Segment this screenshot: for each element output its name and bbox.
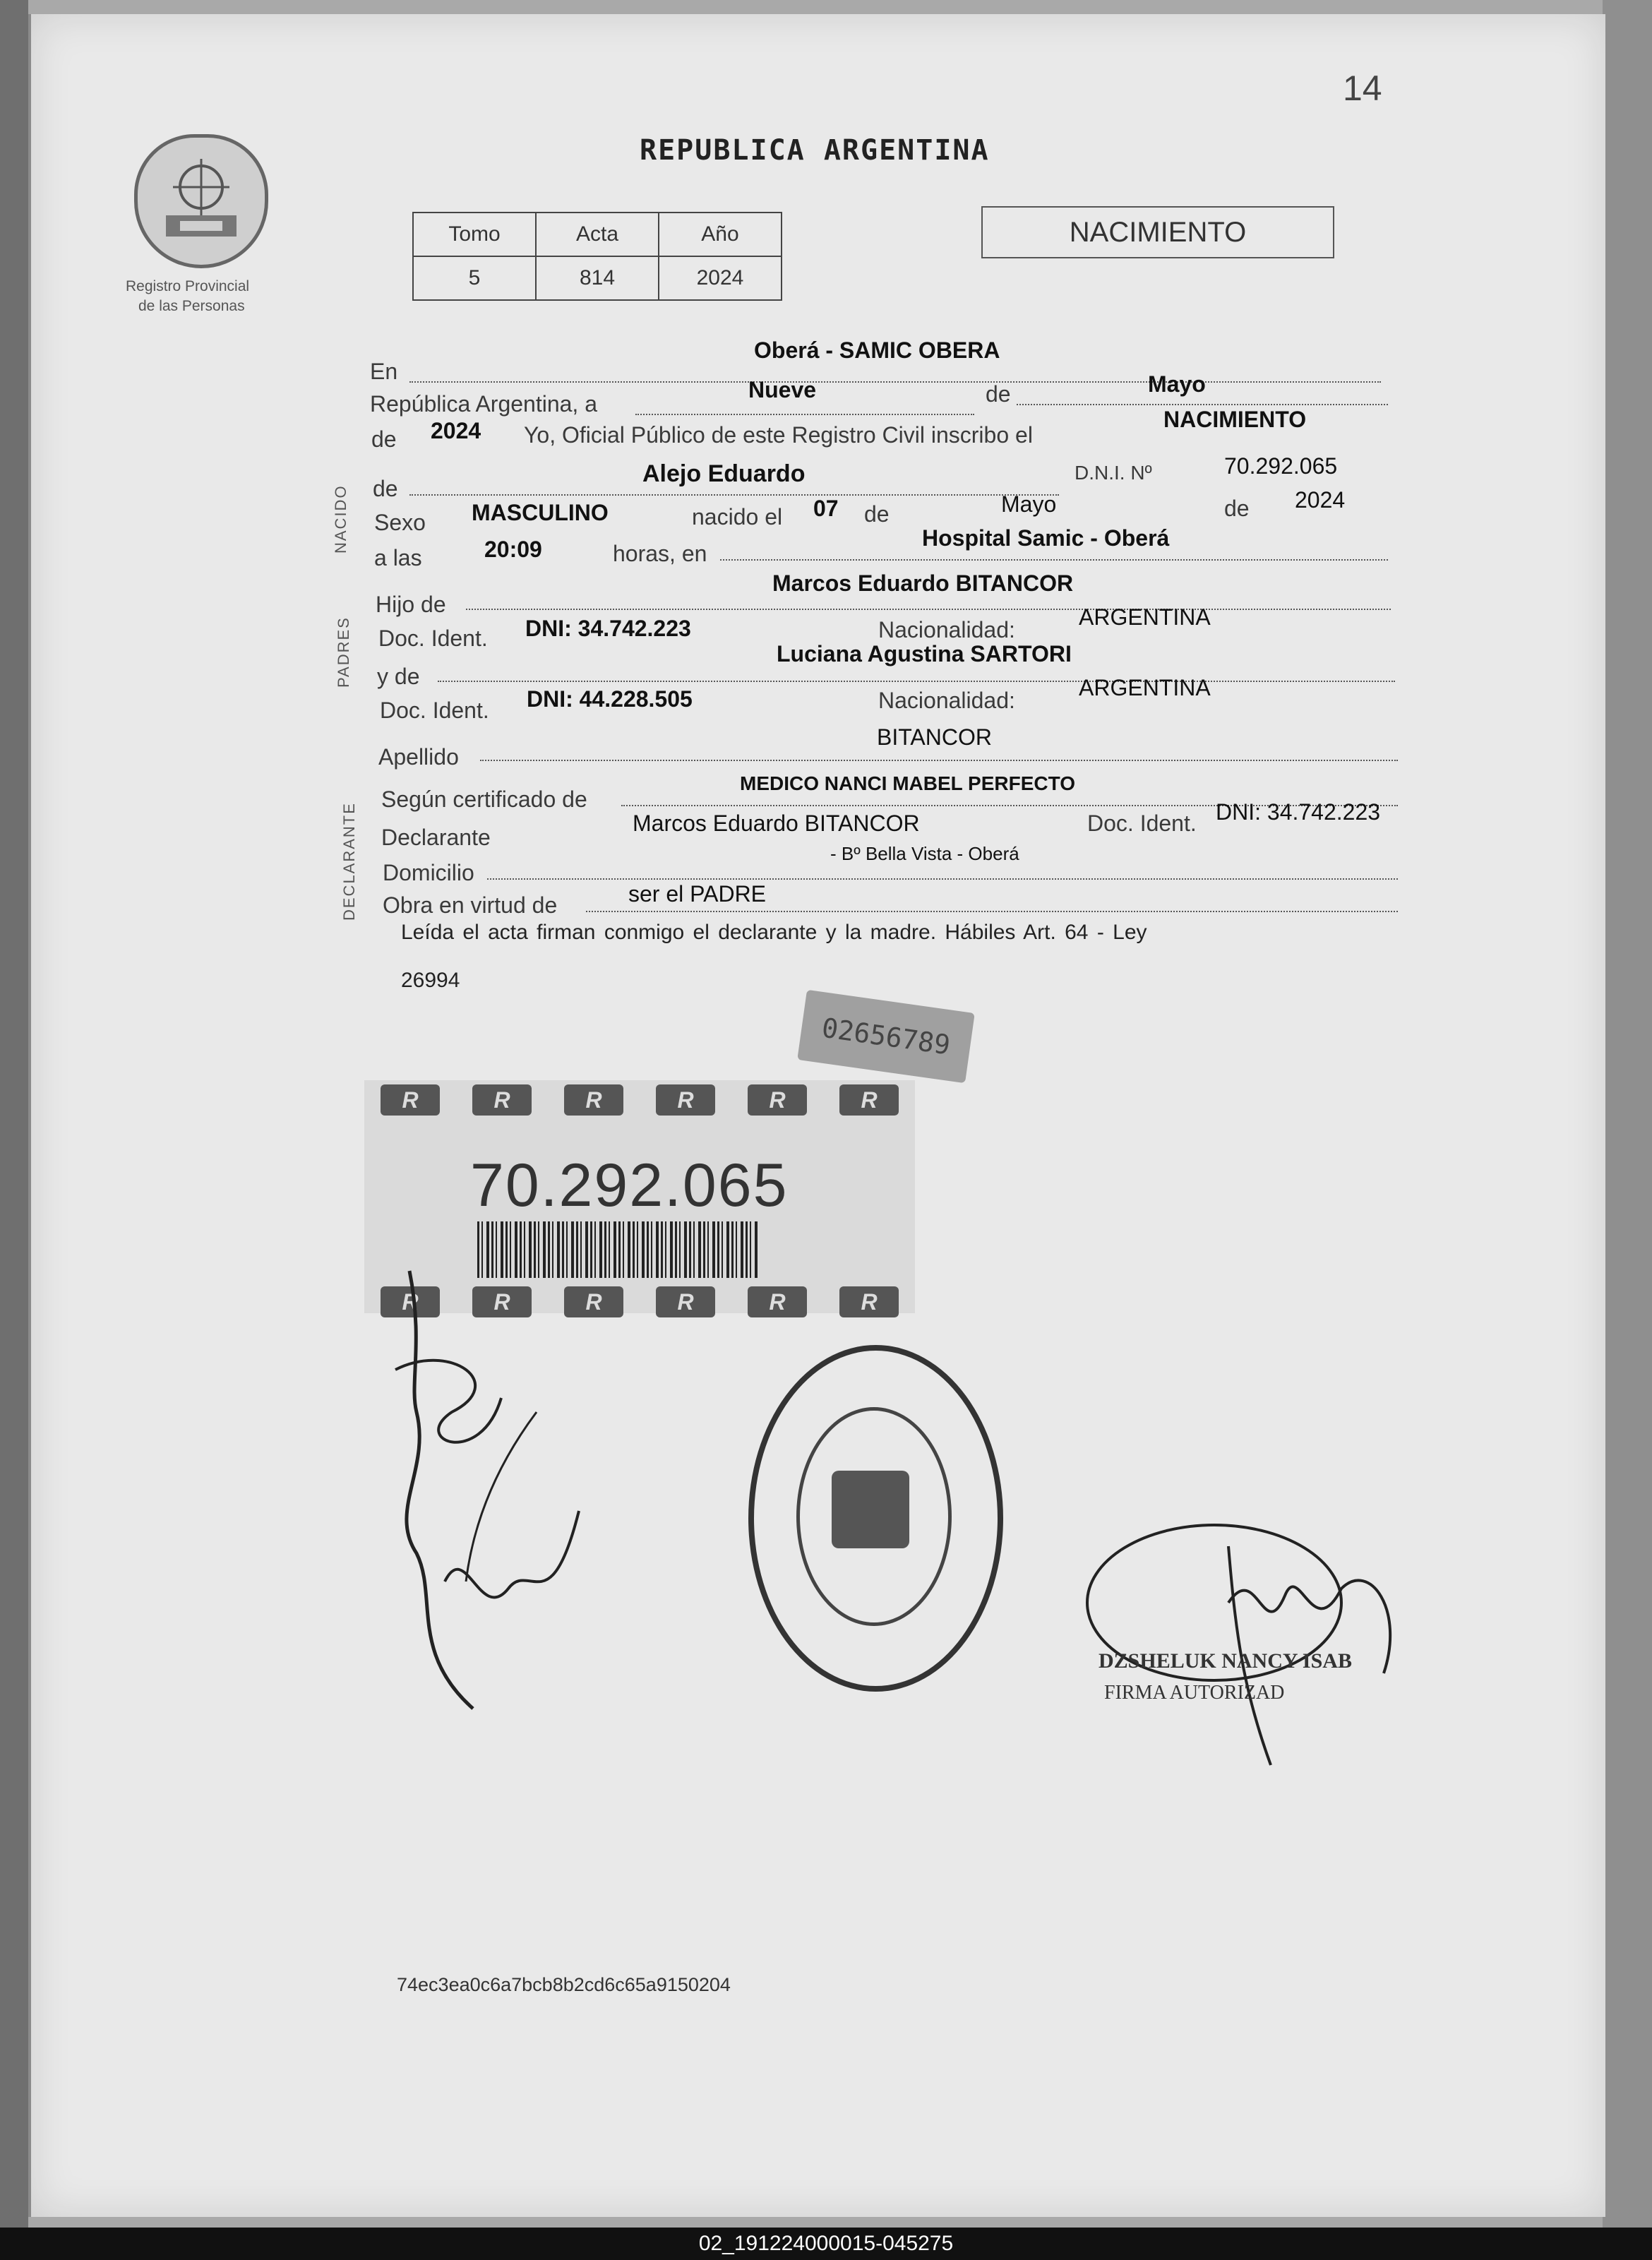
value-mother-nationality: ARGENTINA xyxy=(1079,675,1211,700)
value-birth-place: Hospital Samic - Oberá xyxy=(922,525,1170,551)
line-capacity xyxy=(586,911,1398,912)
label-en: En xyxy=(370,359,398,384)
value-mother-doc: DNI: 44.228.505 xyxy=(527,686,693,712)
label-apellido: Apellido xyxy=(378,744,459,770)
value-capacity: ser el PADRE xyxy=(628,881,767,907)
value-sex: MASCULINO xyxy=(472,500,609,525)
line-name xyxy=(409,494,1059,496)
register-header-tomo: Tomo xyxy=(413,213,536,256)
label-a-las: a las xyxy=(374,545,422,570)
r-logo-icon: R xyxy=(748,1286,807,1317)
signature-caption-name: DZSHELUK NANCY ISAB xyxy=(1099,1649,1352,1673)
line-en xyxy=(409,381,1381,383)
signature-caption-title: FIRMA AUTORIZAD xyxy=(1104,1682,1285,1704)
r-logo-icon: R xyxy=(472,1286,532,1317)
value-address: - Bº Bella Vista - Oberá xyxy=(830,843,1019,864)
label-obra-en-virtud: Obra en virtud de xyxy=(383,892,558,918)
value-father-name: Marcos Eduardo BITANCOR xyxy=(772,570,1074,596)
label-nacionalidad-1: Nacionalidad: xyxy=(878,617,1015,642)
label-oficial: Yo, Oficial Público de este Registro Civil inscribo el xyxy=(524,422,1033,448)
side-label-nacido: NACIDO xyxy=(332,484,349,554)
label-segun-certificado: Según certificado de xyxy=(381,787,587,812)
value-year: 2024 xyxy=(431,418,481,443)
r-logo-icon: R xyxy=(839,1084,899,1116)
value-mother-name: Luciana Agustina SARTORI xyxy=(777,641,1072,666)
value-declarant: Marcos Eduardo BITANCOR xyxy=(633,811,920,836)
label-horas-en: horas, en xyxy=(613,541,707,566)
label-de-name: de xyxy=(373,476,398,501)
footer-id-bar: 02_191224000015-045275 xyxy=(0,2228,1652,2260)
provincial-emblem-icon xyxy=(134,134,268,268)
sticker-dni-number: 70.292.065 xyxy=(470,1152,789,1219)
serial-stamp: 02656789 xyxy=(797,990,975,1083)
label-dni-no: D.N.I. Nº xyxy=(1075,462,1152,484)
label-declarante: Declarante xyxy=(381,825,491,850)
r-logo-icon: R xyxy=(748,1084,807,1116)
side-label-padres: PADRES xyxy=(335,616,352,688)
value-birth-time: 20:09 xyxy=(484,537,542,562)
page-number: 14 xyxy=(1343,68,1382,108)
r-logo-icon: R xyxy=(472,1084,532,1116)
side-label-declarante: DECLARANTE xyxy=(340,802,358,921)
line-day xyxy=(635,414,974,415)
value-name: Alejo Eduardo xyxy=(642,460,806,487)
label-hijo-de: Hijo de xyxy=(376,592,446,617)
official-seal-icon xyxy=(748,1345,1003,1692)
label-de-birth-year: de xyxy=(1224,496,1250,521)
label-doc-ident-1: Doc. Ident. xyxy=(378,626,488,651)
sticker-logo-strip-top xyxy=(364,1080,915,1120)
label-de-month: de xyxy=(986,381,1011,407)
r-logo-icon: R xyxy=(564,1084,623,1116)
value-month: Mayo xyxy=(1148,371,1206,397)
r-logo-icon: R xyxy=(381,1286,440,1317)
closing-text-line2: 26994 xyxy=(401,969,460,992)
value-surname: BITANCOR xyxy=(877,724,992,750)
label-doc-ident-2: Doc. Ident. xyxy=(380,698,489,723)
emblem-caption-line2: de las Personas xyxy=(138,298,245,314)
value-father-nationality: ARGENTINA xyxy=(1079,604,1211,630)
value-certificate-by: MEDICO NANCI MABEL PERFECTO xyxy=(740,772,1075,794)
label-y-de: y de xyxy=(377,664,420,689)
line-father xyxy=(466,609,1391,610)
emblem-caption-line1: Registro Provincial xyxy=(126,278,250,294)
label-de-birth-month: de xyxy=(864,501,890,527)
line-month xyxy=(1017,404,1388,405)
value-day-words: Nueve xyxy=(748,377,817,402)
register-header-acta: Acta xyxy=(536,213,659,256)
r-logo-icon: R xyxy=(656,1084,715,1116)
r-logo-icon: R xyxy=(564,1286,623,1317)
r-logo-icon: R xyxy=(839,1286,899,1317)
value-father-doc: DNI: 34.742.223 xyxy=(525,616,691,641)
declarant-signature-icon xyxy=(367,1257,607,1723)
closing-text-line1: Leída el acta firman conmigo el declarante y la madre. Hábiles Art. 64 - Ley xyxy=(401,921,1147,944)
binding-shadow xyxy=(0,0,28,2228)
value-act-kind: NACIMIENTO xyxy=(1163,407,1307,432)
authorized-signature-icon xyxy=(1073,1504,1412,1772)
register-value-ano: 2024 xyxy=(659,256,782,300)
value-birth-year: 2024 xyxy=(1295,487,1346,513)
value-place: Oberá - SAMIC OBERA xyxy=(754,337,1000,363)
label-nacido-el: nacido el xyxy=(692,504,783,530)
seal-center-emblem xyxy=(832,1471,909,1548)
register-value-acta: 814 xyxy=(536,256,659,300)
value-birth-month: Mayo xyxy=(1001,491,1057,517)
r-logo-icon: R xyxy=(381,1084,440,1116)
register-value-tomo: 5 xyxy=(413,256,536,300)
document-hash: 74ec3ea0c6a7bcb8b2cd6c65a9150204 xyxy=(397,1974,731,1995)
label-nacionalidad-2: Nacionalidad: xyxy=(878,688,1015,713)
value-dni: 70.292.065 xyxy=(1224,453,1338,479)
value-birth-day: 07 xyxy=(813,496,839,521)
document-title: REPUBLICA ARGENTINA xyxy=(640,134,990,167)
line-mother xyxy=(438,681,1395,682)
register-header-ano: Año xyxy=(659,213,782,256)
label-de-year: de xyxy=(371,426,397,452)
label-doc-ident-3: Doc. Ident. xyxy=(1087,811,1197,836)
line-address xyxy=(487,878,1398,880)
r-logo-icon: R xyxy=(656,1286,715,1317)
line-surname xyxy=(480,760,1398,761)
act-type-box: NACIMIENTO xyxy=(981,206,1334,258)
register-table xyxy=(412,212,782,301)
page-edge xyxy=(1603,0,1652,2228)
label-republica: República Argentina, a xyxy=(370,391,597,417)
value-declarant-doc: DNI: 34.742.223 xyxy=(1216,799,1381,825)
line-birth-place xyxy=(720,559,1388,561)
label-sexo: Sexo xyxy=(374,510,426,535)
label-domicilio: Domicilio xyxy=(383,860,474,885)
